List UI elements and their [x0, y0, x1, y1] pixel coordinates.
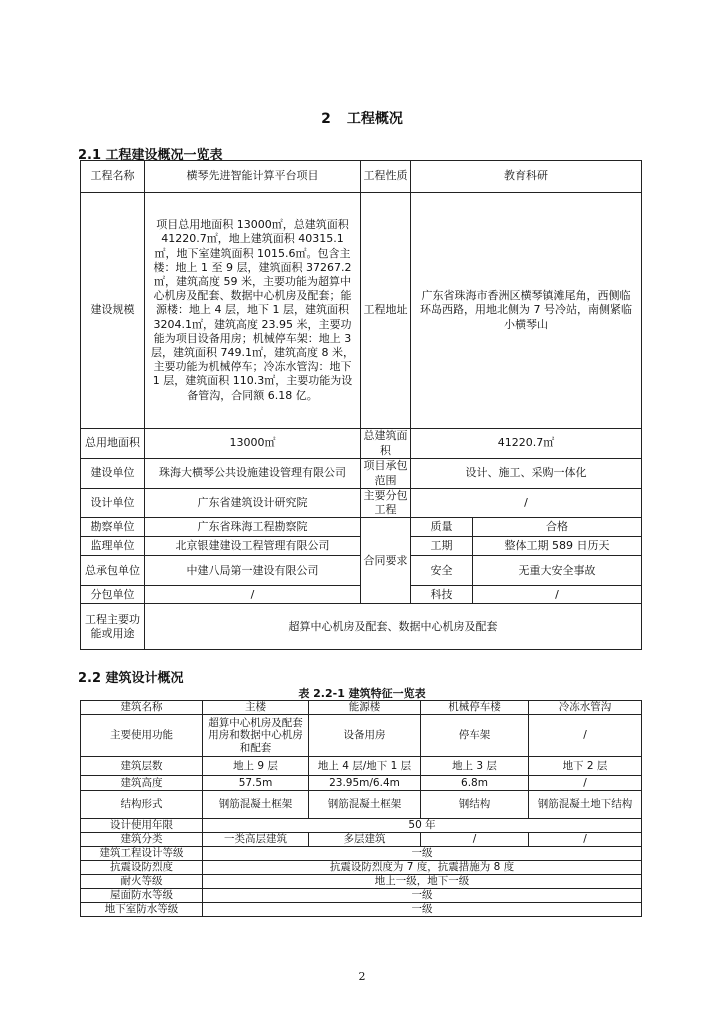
design-life-label: 设计使用年限	[81, 819, 203, 833]
designer-label: 设计单位	[81, 489, 145, 518]
period-label: 工期	[411, 537, 473, 556]
roof: 一级	[203, 889, 642, 903]
design-life: 50 年	[203, 819, 642, 833]
header-trench: 冷冻水管沟	[529, 701, 642, 715]
header-parking: 机械停车楼	[421, 701, 529, 715]
cell: /	[421, 833, 529, 847]
basement: 一级	[203, 903, 642, 917]
quality: 合格	[473, 518, 642, 537]
safety-label: 安全	[411, 556, 473, 586]
owner-label: 建设单位	[81, 459, 145, 489]
contract-scope: 设计、施工、采购一体化	[411, 459, 642, 489]
contract-req-label: 合同要求	[361, 518, 411, 604]
seismic: 抗震设防烈度为 7 度，抗震措施为 8 度	[203, 861, 642, 875]
row-label: 建筑高度	[81, 776, 203, 791]
function-label: 工程主要功能或用途	[81, 604, 145, 650]
cell: 设备用房	[309, 715, 421, 757]
address: 广东省珠海市香洲区横琴镇滩尾角，西侧临环岛西路，用地北侧为 7 号冷站，南侧紧临小横琴山	[411, 193, 642, 429]
cell: 停车架	[421, 715, 529, 757]
address-label: 工程地址	[361, 193, 411, 429]
cell: 超算中心机房及配套用房和数据中心机房和配套	[203, 715, 309, 757]
cell: 地下 2 层	[529, 757, 642, 776]
cell: 一类高层建筑	[203, 833, 309, 847]
roof-label: 屋面防水等级	[81, 889, 203, 903]
tech-label: 科技	[411, 586, 473, 604]
main-sub-label: 主要分包工程	[361, 489, 411, 518]
cell: 6.8m	[421, 776, 529, 791]
supervisor: 北京银建建设工程管理有限公司	[145, 537, 361, 556]
main-sub: /	[411, 489, 642, 518]
basement-label: 地下室防水等级	[81, 903, 203, 917]
header-energy: 能源楼	[309, 701, 421, 715]
nature: 教育科研	[411, 161, 642, 193]
chapter-number: 2	[321, 111, 331, 127]
sub-label: 分包单位	[81, 586, 145, 604]
category-label: 建筑分类	[81, 833, 203, 847]
header-main: 主楼	[203, 701, 309, 715]
tech: /	[473, 586, 642, 604]
owner: 珠海大横琴公共设施建设管理有限公司	[145, 459, 361, 489]
cell: 多层建筑	[309, 833, 421, 847]
cell: 地上 9 层	[203, 757, 309, 776]
table-caption: 表 2.2-1 建筑特征一览表	[298, 687, 426, 700]
cell: /	[529, 833, 642, 847]
building-features-table	[80, 700, 642, 917]
cell: 地上 4 层/地下 1 层	[309, 757, 421, 776]
cell: 钢筋混凝土框架	[309, 791, 421, 819]
land-area: 13000㎡	[145, 429, 361, 459]
function: 超算中心机房及配套、数据中心机房及配套	[145, 604, 642, 650]
safety: 无重大安全事故	[473, 556, 642, 586]
cell: 地上 3 层	[421, 757, 529, 776]
fire: 地上一级，地下一级	[203, 875, 642, 889]
general-sub-label: 总承包单位	[81, 556, 145, 586]
chapter-title	[0, 108, 724, 128]
chapter-name: 工程概况	[346, 111, 403, 127]
contract-scope-label: 项目承包范围	[361, 459, 411, 489]
seismic-label: 抗震设防烈度	[81, 861, 203, 875]
page-number: 2	[358, 970, 366, 983]
fire-label: 耐火等级	[81, 875, 203, 889]
cell: 57.5m	[203, 776, 309, 791]
period: 整体工期 589 日历天	[473, 537, 642, 556]
section-title-2-1: 2.1 工程建设概况一览表	[78, 148, 223, 163]
project-name-label: 工程名称	[81, 161, 145, 193]
row-label: 主要使用功能	[81, 715, 203, 757]
row-label: 结构形式	[81, 791, 203, 819]
build-area-label: 总建筑面积	[361, 429, 411, 459]
designer: 广东省建筑设计研究院	[145, 489, 361, 518]
cell: 23.95m/6.4m	[309, 776, 421, 791]
build-area: 41220.7㎡	[411, 429, 642, 459]
section-title-2-2: 2.2 建筑设计概况	[78, 671, 184, 686]
cell: /	[529, 715, 642, 757]
scale: 项目总用地面积 13000㎡，总建筑面积 41220.7㎡，地上建筑面积 40315.1㎡，地下室建筑面积 1015.6㎡。包含主楼：地上 1 至 9 层，建筑面积 37267.2㎡，建筑高度 59 米，主要功能为超算中心机房及配套、数据中心机房及配套；能源楼：地上 4 层，地下 1 层，建筑面积 3204.1㎡，建筑高度 23.95 米，主要功能为项目设备用房；机械停车架：地上 3 层，建筑面积 749.1㎡，建筑高度 8 米，主要功能为机械停车；冷冻水管沟：地下 1 层，建筑面积 110.3㎡，主要功能为设备管沟，合同额 6.18 亿。	[145, 193, 361, 429]
nature-label: 工程性质	[361, 161, 411, 193]
survey-label: 勘察单位	[81, 518, 145, 537]
grade-label: 建筑工程设计等级	[81, 847, 203, 861]
sub: /	[145, 586, 361, 604]
cell: 钢结构	[421, 791, 529, 819]
general-sub: 中建八局第一建设有限公司	[145, 556, 361, 586]
survey: 广东省珠海工程勘察院	[145, 518, 361, 537]
grade: 一级	[203, 847, 642, 861]
row-label: 建筑层数	[81, 757, 203, 776]
cell: 钢筋混凝土地下结构	[529, 791, 642, 819]
land-area-label: 总用地面积	[81, 429, 145, 459]
cell: /	[529, 776, 642, 791]
project-name: 横琴先进智能计算平台项目	[145, 161, 361, 193]
project-overview-table	[80, 160, 642, 650]
header-building-name: 建筑名称	[81, 701, 203, 715]
supervisor-label: 监理单位	[81, 537, 145, 556]
cell: 钢筋混凝土框架	[203, 791, 309, 819]
quality-label: 质量	[411, 518, 473, 537]
scale-label: 建设规模	[81, 193, 145, 429]
